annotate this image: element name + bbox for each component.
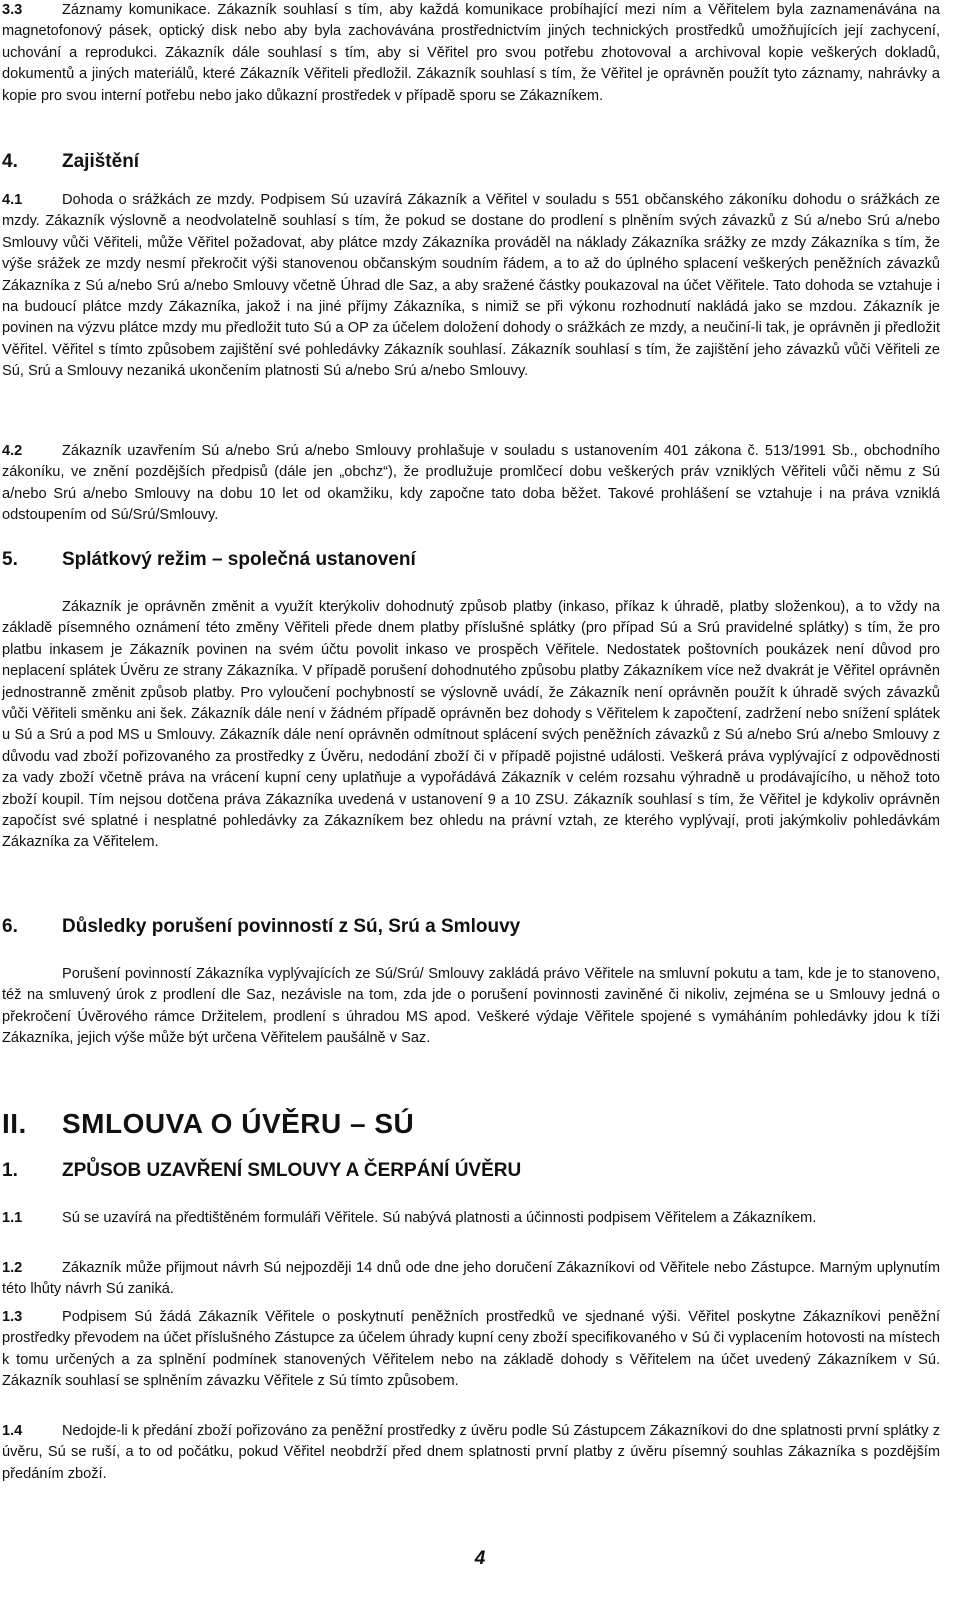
section-heading-1: [2, 1159, 521, 1183]
paragraph-4-1: [2, 190, 940, 383]
paragraph-text: Sú se uzavírá na předtištěném formuláři Věřitele. Sú nabývá platnosti a účinnosti podpisem Věřitelem a Zákazníkem.: [62, 1210, 817, 1226]
heading-number: 5.: [2, 549, 18, 570]
paragraph-text: Zákazník uzavřením Sú a/nebo Srú a/nebo Smlouvy prohlašuje v souladu s ustanovením 401 zákona č. 513/1991 Sb., obchodního zákoníku, ve znění pozdějších předpisů (dále jen „obchz“), že prodlužuje promlčecí dobu veškerých práv vzniklých Věřiteli vůči němu z Sú a/nebo Srú a/nebo Smlouvy na dobu 10 let od okamžiku, kdy započne tato doba běžet. Takové prohlášení se vztahuje i na práva vzniklá odstoupením od Sú/Srú/Smlouvy.: [2, 443, 940, 524]
heading-title: Splátkový režim – společná ustanovení: [62, 549, 416, 570]
paragraph-number: 4.2: [2, 443, 23, 459]
heading-title: ZPŮSOB UZAVŘENÍ SMLOUVY A ČERPÁNÍ ÚVĚRU: [62, 1160, 522, 1181]
paragraph-1-1: [2, 1208, 940, 1229]
paragraph-number: 3.3: [2, 2, 23, 18]
paragraph-text: Nedojde-li k předání zboží pořizováno za peněžní prostředky z úvěru podle Sú Zástupcem Zákazníkovi do dne splatnosti první splátky z úvěru, Sú se ruší, a to od počátku, pokud Věřitel neobdrží před dnem splatnosti první platby z úvěru písemný souhlas Zákazníka s pozdějším předáním zboží.: [2, 1423, 940, 1482]
part-heading-ii: [2, 1108, 414, 1140]
paragraph-number: 4.1: [2, 192, 23, 208]
section-heading-6: [2, 915, 520, 939]
heading-title: SMLOUVA O ÚVĚRU – SÚ: [62, 1108, 415, 1139]
paragraph-text: Porušení povinností Zákazníka vyplývajících ze Sú/Srú/ Smlouvy zakládá právo Věřitele na smluvní pokutu a tam, kde je to stanoveno, též na smluvený úrok z prodlení dle Saz, nezávisle na tom, zda jde o porušení povinnosti zaviněné či nikoliv, zejména se u Smlouvy jedná o překročení Úvěrového rámce Držitelem, prodlení s úhradou MS apod. Veškeré výdaje Věřitele spojené s vymáháním pohledávky jdou k tíži Zákazníka, jejich výše může být určena Věřitelem paušálně v Saz.: [2, 966, 940, 1047]
heading-title: Zajištění: [62, 151, 140, 172]
paragraph-number: 1.2: [2, 1260, 23, 1276]
paragraph-text: Zákazník může přijmout návrh Sú nejpozději 14 dnů ode dne jeho doručení Zákazníkovi od Věřitele nebo Zástupce. Marným uplynutím této lhůty návrh Sú zaniká.: [2, 1260, 940, 1298]
paragraph-3-3: [2, 0, 940, 107]
paragraph-number: 1.3: [2, 1309, 23, 1325]
paragraph-1-4: [2, 1421, 940, 1485]
paragraph-text: Dohoda o srážkách ze mzdy. Podpisem Sú uzavírá Zákazník a Věřitel v souladu s 551 občanského zákoníku dohodu o srážkách ze mzdy. Zákazník výslovně a neodvolatelně souhlasí s tím, že pokud se dostane do prodlení s plněním svých závazků z Sú a/nebo Srú a/nebo Smlouvy vůči Věřiteli, může Věřitel požadovat, aby plátce mzdy Zákazníka prováděl na náklady Zákazníka srážky ze mzdy Zákazníka s tím, že výše srážek ze mzdy nesmí překročit výši stanovenou občanským soudním řádem, a to až do úplného splacení veškerých peněžních závazků Zákazníka z Sú a/nebo Srú a/nebo Smlouvy včetně Úhrad dle Saz, a aby sražené částky poukazoval na účet Věřitele. Tato dohoda se vztahuje i na budoucí plátce mzdy Zákazníka, jakož i na jiné příjmy Zákazníka, s nimiž se při výkonu rozhodnutí nakládá jako se mzdou. Zákazník je povinen na výzvu plátce mzdy mu předložit tuto Sú a OP za účelem doložení dohody o srážkách ze mzdy, a neučiní-li tak, je oprávněn ji předložit Věřitel. Věřitel s tímto způsobem zajištění své pohledávky Zákazník souhlasí. Zákazník souhlasí s tím, že zajištění jeho závazků vůči Věřiteli ze Sú, Srú a Smlouvy nezaniká ukončením platnosti Sú a/nebo Srú a/nebo Smlouvy.: [2, 192, 940, 380]
paragraph-6: [2, 964, 940, 1050]
paragraph-text: Zákazník je oprávněn změnit a využít kterýkoliv dohodnutý způsob platby (inkaso, příkaz k úhradě, platby složenkou), a to vždy na základě písemného oznámení této změny Věřiteli přede dnem platby příslušné splátky (pro případ Sú a Srú pravidelné splátky) s tím, že pro platbu inkasem je Zákazník povinen na svém účtu povolit inkaso ve prospěch Věřitele. Nedostatek poštovních poukázek není důvod pro neplacení splátek Úvěru ze strany Zákazníka. V případě porušení dohodnutého způsobu platby Zákazníkem více než dvakrát je Věřitel oprávněn jednostranně změnit způsob platby. Pro vyloučení pochybností se výslovně uvádí, že Zákazník není oprávněn použít k úhradě svých závazků vůči Věřiteli směnku ani šek. Zákazník dále není v žádném případě oprávněn bez dohody s Věřitelem k započtení, zadržení nebo snížení splátek u Sú a Srú a pod MS u Smlouvy. Zákazník dále není oprávněn odmítnout splácení svých peněžních závazků z Sú a/nebo Srú a/nebo Smlouvy z důvodu vad zboží pořizovaného za prostředky z Úvěru, nedodání zboží či v případě pojistné události. Veškerá práva vyplývající z odpovědnosti za vady zboží včetně práva na vrácení kupní ceny uplatňuje a vypořádává Zákazník v celém rozsahu výhradně u prodávajícího, u něhož toto zboží koupil. Tím nejsou dotčena práva Zákazníka uvedená v ustanovení 9 a 10 ZSU. Zákazník souhlasí s tím, že Věřitel je kdykoliv oprávněn započíst své splatné i nesplatné pohledávky za Zákazníkem bez ohledu na právní vztah, ze kterého vyplývají, proti jakýmkoliv pohledávkám Zákazníka za Věřitelem.: [2, 599, 940, 851]
heading-number: 1.: [2, 1160, 18, 1181]
heading-title: Důsledky porušení povinností z Sú, Srú a Smlouvy: [62, 916, 521, 937]
section-heading-5: [2, 548, 416, 572]
paragraph-text: Záznamy komunikace. Zákazník souhlasí s tím, aby každá komunikace probíhající mezi ním a Věřitelem byla zaznamenávána na magnetofonový pásek, optický disk nebo aby byla zachovávána prostřednictvím jiných technických prostředků umožňujících její zachycení, uchování a reprodukci. Zákazník dále souhlasí s tím, aby si Věřitel pro svou potřebu zhotovoval a archivoval kopie veškerých dokladů, dokumentů a jiných materiálů, které Zákazník Věřiteli předložil. Zákazník souhlasí s tím, že Věřitel je oprávněn použít tyto záznamy, nahrávky a kopie pro svou interní potřebu nebo jako důkazní prostředek v případě sporu se Zákazníkem.: [2, 2, 940, 104]
section-heading-4: [2, 150, 139, 174]
paragraph-number: 1.4: [2, 1423, 23, 1439]
paragraph-1-2: [2, 1258, 940, 1301]
heading-number: 6.: [2, 916, 18, 937]
page-number: 4: [474, 1548, 486, 1569]
heading-number: II.: [2, 1108, 27, 1139]
paragraph-5: [2, 597, 940, 854]
paragraph-text: Podpisem Sú žádá Zákazník Věřitele o poskytnutí peněžních prostředků ve sjednané výši. Věřitel poskytne Zákazníkovi peněžní prostředky převodem na účet příslušného Zástupce za účelem úhrady kupní ceny zboží specifikovaného v Sú či vyplacením hotovosti na místech k tomu určených a za splnění podmínek stanovených Věřitelem nebo na základě dohody s Věřitelem na účet uvedený Zákazníkem v Sú. Zákazník souhlasí se splněním závazku Věřitele z Sú tímto způsobem.: [2, 1309, 940, 1390]
heading-number: 4.: [2, 151, 18, 172]
paragraph-4-2: [2, 441, 940, 527]
paragraph-1-3: [2, 1307, 940, 1393]
paragraph-number: 1.1: [2, 1210, 23, 1226]
